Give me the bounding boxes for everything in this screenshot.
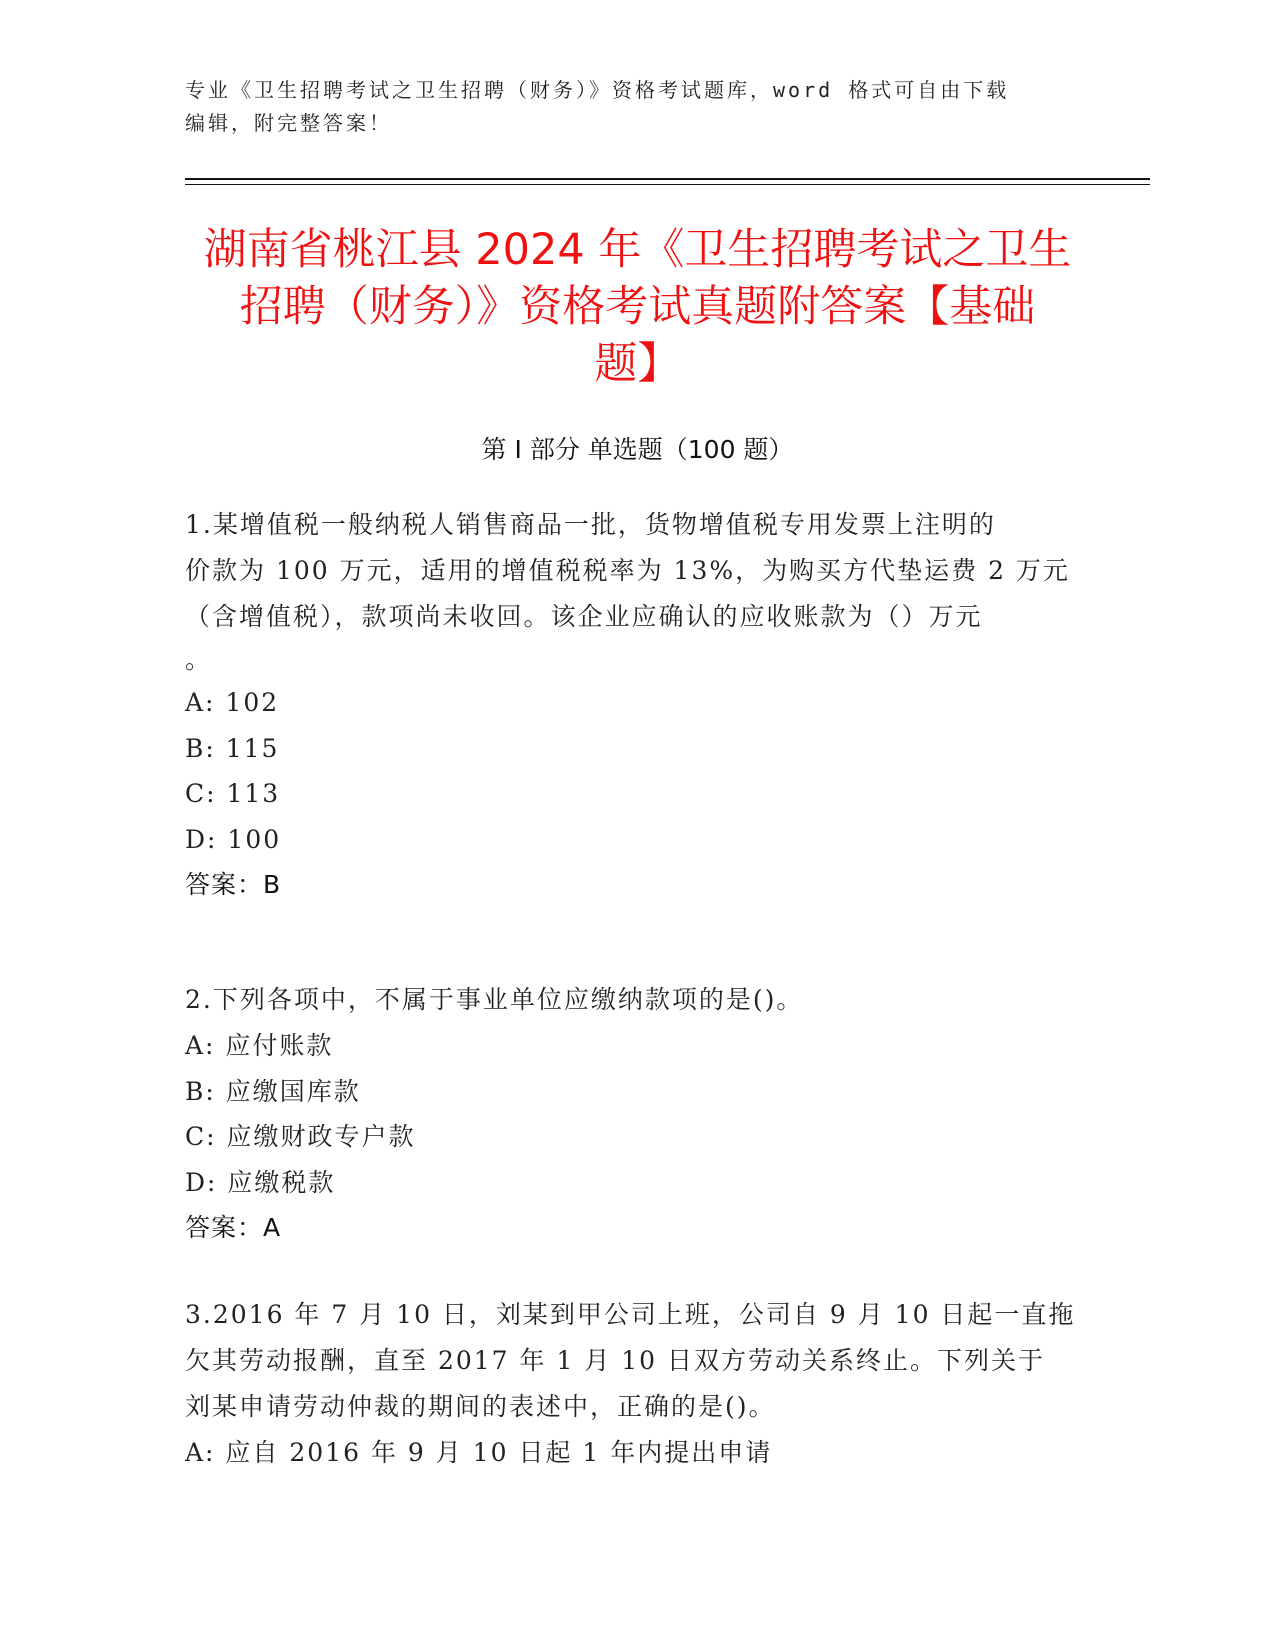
question-2-option-a: A: 应付账款 bbox=[185, 1031, 334, 1060]
question-3 bbox=[185, 1292, 1095, 1476]
question-2-option-d: D: 应缴税款 bbox=[185, 1167, 336, 1197]
question-1-option-c: C: 113 bbox=[185, 779, 281, 808]
question-3-stem-line-2: 欠其劳动报酬，直至 2017 年 1 月 10 日双方劳动关系终止。下列关于 bbox=[185, 1346, 1046, 1375]
question-1-option-a: A: 102 bbox=[185, 688, 280, 717]
question-2 bbox=[185, 977, 1095, 1250]
question-1-stem-line-2: 价款为 100 万元，适用的增值税税率为 13%，为购买方代垫运费 2 万元 bbox=[185, 556, 1070, 585]
section-title: 第 I 部分 单选题（100 题） bbox=[481, 435, 794, 464]
question-1 bbox=[185, 502, 1095, 907]
question-1-option-b: B: 115 bbox=[185, 733, 280, 763]
question-3-stem-line-3: 刘某申请劳动仲裁的期间的表述中，正确的是()。 bbox=[185, 1392, 776, 1421]
document-title-line-3: 题】 bbox=[594, 339, 681, 389]
header-divider-thin bbox=[185, 184, 1150, 185]
document-title-line-2: 招聘（财务）》资格考试真题附答案【基础 bbox=[239, 282, 1036, 332]
question-2-option-b: B: 应缴国库款 bbox=[185, 1076, 361, 1106]
question-1-stem-line-3: （含增值税），款项尚未收回。该企业应确认的应收账款为（）万元 bbox=[185, 602, 983, 631]
question-3-option-a: A: 应自 2016 年 9 月 10 日起 1 年内提出申请 bbox=[185, 1438, 773, 1467]
question-2-stem-line-1: 2.下列各项中，不属于事业单位应缴纳款项的是()。 bbox=[185, 985, 804, 1014]
document-title-line-1: 湖南省桃江县 2024 年《卫生招聘考试之卫生 bbox=[203, 225, 1072, 275]
header-note bbox=[185, 74, 1085, 140]
header-note-line-2: 编辑，附完整答案！ bbox=[185, 111, 392, 135]
question-2-answer: 答案：A bbox=[185, 1213, 282, 1242]
header-note-line-1: 专业《卫生招聘考试之卫生招聘（财务）》资格考试题库，word 格式可自由下载 bbox=[185, 78, 1010, 102]
question-1-option-d: D: 100 bbox=[185, 824, 282, 854]
question-1-stem-line-4: 。 bbox=[185, 645, 213, 674]
question-2-option-c: C: 应缴财政专户款 bbox=[185, 1122, 416, 1151]
question-1-answer: 答案：B bbox=[185, 870, 282, 899]
question-3-stem-line-1: 3.2016 年 7 月 10 日，刘某到甲公司上班，公司自 9 月 10 日起一直拖 bbox=[185, 1300, 1076, 1329]
header-divider-thick bbox=[185, 178, 1150, 180]
document-title bbox=[185, 222, 1090, 393]
question-1-stem-line-1: 1.某增值税一般纳税人销售商品一批，货物增值税专用发票上注明的 bbox=[185, 510, 996, 539]
